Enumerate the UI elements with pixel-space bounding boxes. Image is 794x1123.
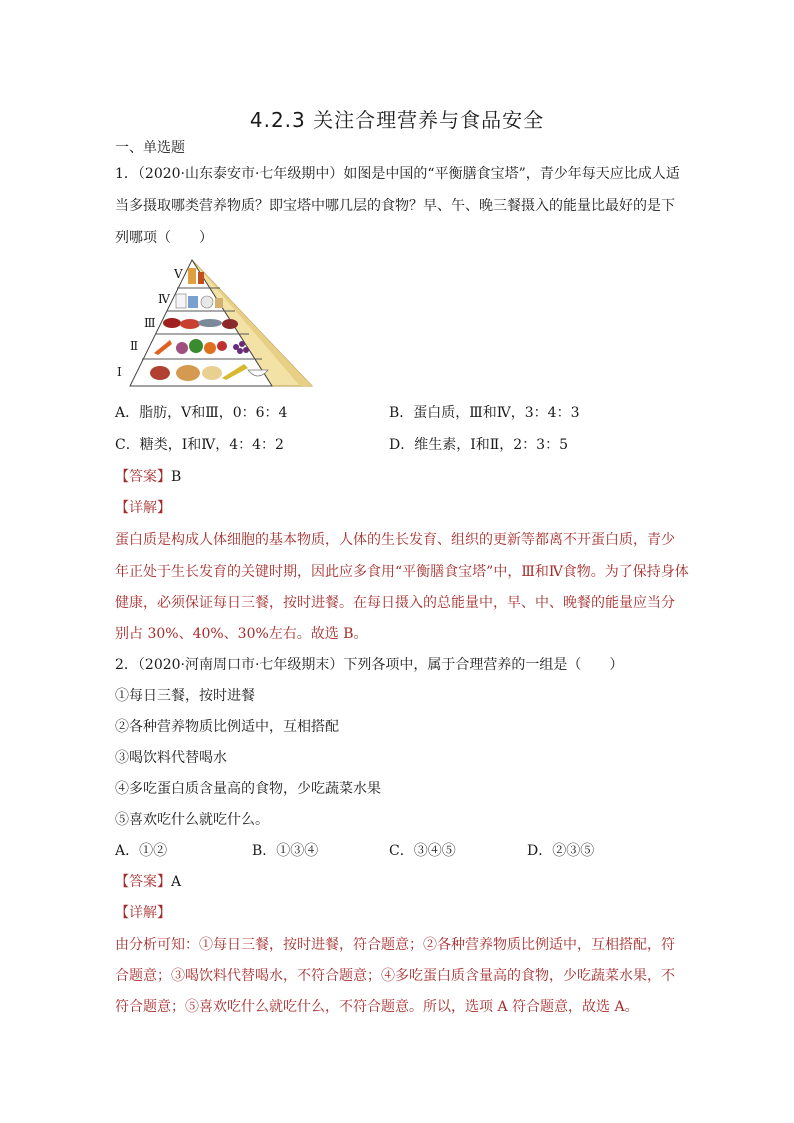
q2-detail-line-2: 合题意；③喝饮料代替喝水，不符合题意；④多吃蛋白质含量高的食物，少吃蔬菜水果，不 (115, 968, 675, 984)
q1-option-d[interactable]: D．维生素，Ⅰ和Ⅱ，2：3：5 (389, 437, 568, 453)
q2-item-3: ③喝饮料代替喝水 (115, 750, 227, 766)
q2-option-a[interactable]: A．①② (115, 843, 168, 859)
q1-detail-line-4: 别占 30%、40%、30%左右。故选 B。 (115, 626, 368, 642)
page-title: 4.2.3 关注合理营养与食品安全 (249, 108, 545, 132)
section-heading: 一、单选题 (115, 140, 185, 156)
q2-detail-line-3: 符合题意；⑤喜欢吃什么就吃什么，不符合题意。所以，选项 A 符合题意，故选 A。 (115, 999, 639, 1015)
q1-answer-tag: 【答案】 (115, 469, 171, 485)
q1-stem-line-3: 列哪项（ ） (115, 230, 213, 246)
q1-option-c[interactable]: C．糖类，Ⅰ和Ⅳ，4：4：2 (115, 437, 284, 453)
q1-detail-line-2: 年正处于生长发育的关键时期，因此应多食用“平衡膳食宝塔”中，Ⅲ和Ⅳ食物。为了保持身体 (115, 564, 689, 580)
q2-detail-tag: 【详解】 (115, 905, 171, 921)
q2-item-2: ②各种营养物质比例适中，互相搭配 (115, 719, 339, 735)
q2-item-4: ④多吃蛋白质含量高的食物，少吃蔬菜水果 (115, 781, 381, 797)
q1-option-a[interactable]: A．脂肪，Ⅴ和Ⅲ，0：6：4 (115, 405, 288, 421)
q2-option-b[interactable]: B．①③④ (252, 843, 319, 859)
q2-answer (115, 872, 181, 892)
q1-detail-tag: 【详解】 (115, 500, 171, 516)
q1-stem-line-1: 1．（2020·山东泰安市·七年级期中）如图是中国的“平衡膳食宝塔”，青少年每天应比成人适 (115, 166, 680, 182)
q2-item-1: ①每日三餐，按时进餐 (115, 688, 255, 704)
q2-option-d[interactable]: D．②③⑤ (527, 843, 595, 859)
pyramid-level-3-label: Ⅲ (144, 316, 156, 330)
pyramid-level-4-label: Ⅳ (158, 292, 170, 306)
q1-stem-line-2: 当多摄取哪类营养物质？即宝塔中哪几层的食物？早、午、晚三餐摄入的能量比最好的是下 (115, 198, 675, 214)
pyramid-level-2-label: Ⅱ (130, 339, 139, 353)
pyramid-level-5-label: Ⅴ (174, 267, 183, 281)
q2-option-c[interactable]: C．③④⑤ (389, 843, 456, 859)
q1-option-b[interactable]: B．蛋白质，Ⅲ和Ⅳ，3：4：3 (389, 405, 580, 421)
pyramid-level-1-label: Ⅰ (117, 365, 122, 379)
q1-detail-line-3: 健康，必须保证每日三餐，按时进餐。在每日摄入的总能量中，早、中、晚餐的能量应当分 (115, 595, 675, 611)
q2-answer-tag: 【答案】 (115, 874, 171, 890)
q1-answer-value: B (171, 469, 182, 485)
q1-answer (115, 467, 181, 487)
q2-answer-value: A (171, 874, 182, 890)
q2-item-5: ⑤喜欢吃什么就吃什么。 (115, 812, 269, 828)
q2-detail-line-1: 由分析可知：①每日三餐，按时进餐，符合题意；②各种营养物质比例适中，互相搭配，符 (115, 937, 675, 953)
q1-detail-line-1: 蛋白质是构成人体细胞的基本物质，人体的生长发育、组织的更新等都离不开蛋白质，青少 (115, 532, 675, 548)
q2-stem: 2．（2020·河南周口市·七年级期末）下列各项中，属于合理营养的一组是（ ） (115, 657, 624, 673)
